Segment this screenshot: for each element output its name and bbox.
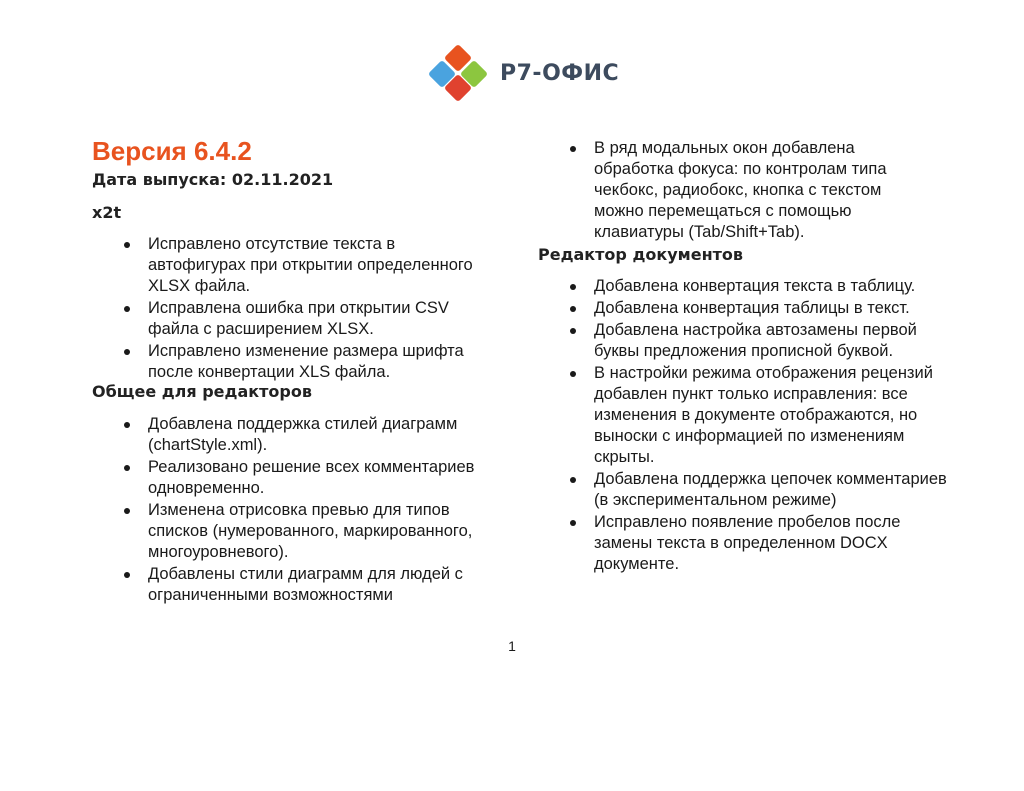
section-title-doc-editor: Редактор документов	[538, 245, 744, 264]
list-item: Добавлена конвертация текста в таблицу.	[570, 276, 950, 297]
list-item: Реализовано решение всех комментариев одновременно.	[124, 457, 494, 499]
version-title: Версия 6.4.2	[92, 136, 252, 166]
list-item: В настройки режима отображения рецензий добавлен пункт только исправления: все изменения в документе отображаются, но выноски с информацией по изменениям скрыты.	[570, 363, 950, 468]
release-date: Дата выпуска: 02.11.2021	[92, 170, 334, 189]
list-item: Исправлено отсутствие текста в автофигурах при открытии определенного XLSX файла.	[124, 234, 494, 297]
logo-text: Р7-ОФИС	[500, 60, 620, 86]
list-item: Добавлена поддержка цепочек комментариев (в экспериментальном режиме)	[570, 469, 950, 511]
list-item: Изменена отрисовка превью для типов списков (нумерованного, маркированного, многоуровневого).	[124, 500, 494, 563]
common-list-continued	[570, 138, 910, 244]
list-item: Добавлены стили диаграмм для людей с ограниченными возможностями	[124, 564, 494, 606]
section-title-x2t: x2t	[92, 203, 122, 222]
list-item: Добавлена поддержка стилей диаграмм (chartStyle.xml).	[124, 414, 494, 456]
logo-cubes-icon	[428, 44, 490, 102]
list-item: Добавлена настройка автозамены первой буквы предложения прописной буквой.	[570, 320, 950, 362]
list-item: Исправлено появление пробелов после замены текста в определенном DOCX документе.	[570, 512, 950, 575]
section-title-common: Общее для редакторов	[92, 382, 312, 401]
list-item: В ряд модальных окон добавлена обработка фокуса: по контролам типа чекбокс, радиобокс, кнопка с текстом можно перемещаться с помощью клавиатуры (Tab/Shift+Tab).	[570, 138, 910, 243]
list-item: Исправлено изменение размера шрифта после конвертации XLS файла.	[124, 341, 494, 383]
r7-office-logo	[428, 44, 619, 102]
page-number: 1	[508, 638, 516, 654]
list-item: Добавлена конвертация таблицы в текст.	[570, 298, 950, 319]
x2t-list	[124, 234, 494, 384]
list-item: Исправлена ошибка при открытии CSV файла с расширением XLSX.	[124, 298, 494, 340]
common-list	[124, 414, 494, 607]
doc-editor-list	[570, 276, 950, 576]
